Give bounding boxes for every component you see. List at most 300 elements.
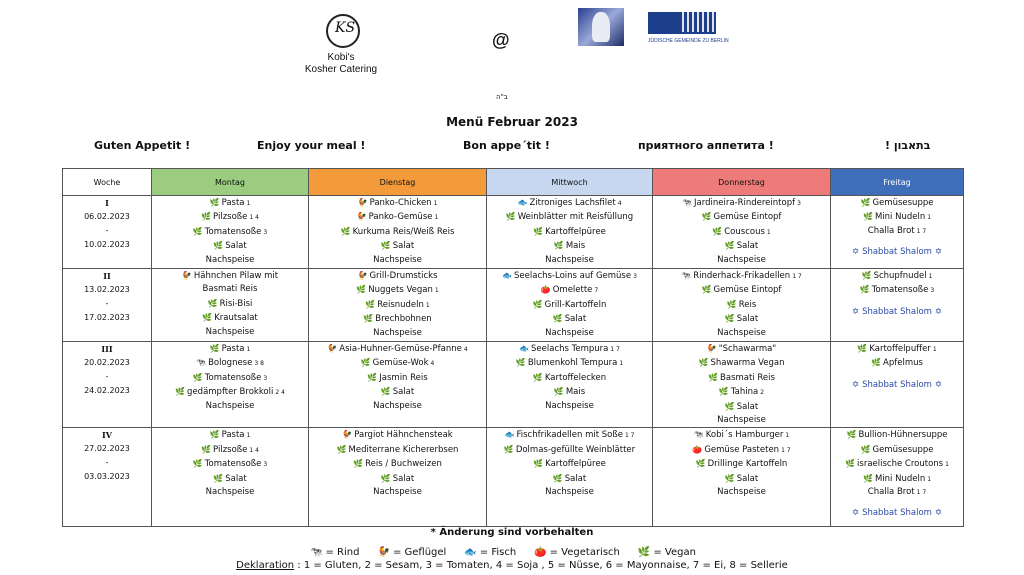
leaf-icon: 🌿	[708, 372, 719, 382]
leaf-icon: 🌿	[724, 401, 735, 411]
menu-item	[152, 472, 308, 486]
menu-item	[487, 283, 652, 297]
cow-icon: 🐄	[682, 198, 693, 207]
day-header-thursday: Donnerstag	[653, 169, 831, 196]
leaf-icon: 🌿	[860, 198, 871, 207]
leaf-icon: 🌿	[209, 344, 220, 353]
menu-item	[309, 385, 486, 399]
leaf-icon: 🌿	[356, 285, 367, 295]
allergen-codes: 1 7	[624, 432, 635, 440]
week-cell	[63, 196, 152, 269]
at-sign: @	[492, 30, 510, 50]
allergen-codes: 1	[433, 200, 438, 207]
shabbat-greeting: Shabbat Shalom	[862, 306, 932, 317]
menu-item	[152, 342, 308, 356]
dish-name: Tomatensoße	[204, 372, 262, 383]
allergen-codes: 1	[425, 301, 430, 309]
leaf-icon: 🌿	[724, 314, 735, 324]
shabbat-greeting: Shabbat Shalom	[862, 379, 932, 390]
menu-item	[152, 239, 308, 253]
menu-item	[653, 254, 830, 267]
menu-item	[653, 269, 830, 283]
dish-name: Nachspeise	[717, 415, 766, 426]
allergen-codes: 7	[594, 287, 599, 295]
declaration	[0, 560, 1024, 571]
dish-name: Nachspeise	[717, 327, 766, 338]
dish-name: Zitroniges Lachsfilet	[529, 198, 616, 208]
week-start-date: 06.02.2023	[84, 212, 130, 221]
allergen-codes: 3 8	[254, 360, 264, 368]
menu-item	[487, 443, 652, 457]
leaf-icon: 🌿	[553, 387, 564, 397]
allergen-codes: 3	[263, 228, 268, 236]
dish-name: Kurkuma Reis/Weiß Reis	[352, 226, 455, 237]
dish-name: Reis	[738, 299, 757, 310]
leaf-icon: 🌿	[363, 314, 374, 324]
leaf-icon: 🌿	[726, 299, 737, 309]
menu-item	[653, 486, 830, 499]
menu-item	[309, 210, 486, 224]
dish-name: Salat	[392, 387, 415, 398]
menu-cell-wednesday	[487, 342, 653, 428]
chicken-icon: 🐓	[181, 271, 192, 280]
dish-name: Grill-Drumsticks	[369, 271, 438, 281]
menu-item	[152, 254, 308, 267]
dish-name: Pasta	[221, 344, 245, 354]
leaf-icon: 🌿	[213, 241, 224, 251]
menorah-logo	[648, 12, 716, 34]
week-start-date: 20.02.2023	[84, 358, 130, 367]
dish-name: Nachspeise	[373, 254, 422, 265]
week-cell	[63, 428, 152, 527]
menu-item	[831, 225, 963, 238]
allergen-codes: 1	[619, 360, 624, 368]
leaf-icon: 🌿	[336, 444, 347, 454]
menu-item	[653, 196, 830, 210]
menu-cell-monday	[152, 269, 309, 342]
menu-item	[487, 400, 652, 413]
dish-name: Mais	[565, 387, 586, 398]
allergen-codes: 1	[246, 200, 251, 207]
allergen-codes: 4	[617, 200, 622, 207]
dish-name: Gemüse Eintopf	[713, 285, 782, 296]
leaf-icon: 🌿	[360, 358, 371, 368]
week-start-date: 13.02.2023	[84, 285, 130, 294]
dish-name: Kartoffelpüree	[545, 459, 606, 470]
menu-item	[152, 400, 308, 413]
menu-item	[487, 342, 652, 356]
dish-name: Basmati Reis	[202, 284, 258, 295]
menu-cell-monday	[152, 196, 309, 269]
week-date-dash: -	[105, 299, 109, 308]
menu-item	[487, 269, 652, 283]
icon-legend	[0, 547, 1024, 558]
dish-name: Salat	[392, 473, 415, 484]
menu-item	[309, 428, 486, 442]
dish-name: Seelachs Tempura	[531, 344, 609, 354]
allergen-codes: 3	[263, 461, 268, 469]
menu-item	[309, 342, 486, 356]
leaf-icon: 🌿	[871, 358, 882, 368]
dish-name: Gemüse-Wok	[372, 358, 429, 369]
leaf-icon: 🌿	[860, 444, 871, 454]
menu-item	[653, 298, 830, 312]
week-row	[63, 196, 964, 269]
leaf-icon: 🌿	[724, 473, 735, 483]
dish-name: Kartoffelecken	[544, 372, 607, 383]
menu-item	[309, 356, 486, 370]
star-of-david-icon: ✡	[934, 247, 943, 258]
menu-item	[487, 298, 652, 312]
week-end-date: 10.02.2023	[84, 240, 130, 249]
dish-name: Reis / Buchweizen	[365, 459, 442, 470]
dish-name: Salat	[736, 473, 759, 484]
greeting-de: Guten Appetit !	[94, 139, 191, 152]
leaf-icon: 🌿	[505, 212, 516, 222]
dish-name: Omelette	[552, 285, 593, 296]
allergen-codes: 1	[246, 346, 251, 353]
menu-item	[831, 210, 963, 224]
star-of-david-icon: ✡	[934, 379, 943, 390]
menu-item	[653, 371, 830, 385]
menu-item	[152, 269, 308, 283]
dish-name: Blumenkohl Tempura	[527, 358, 618, 369]
star-of-david-icon: ✡	[851, 306, 860, 317]
dish-name: Bullion-Hühnersuppe	[858, 430, 948, 441]
dish-name: Pilzsoße	[213, 444, 248, 455]
dish-name: Kartoffelpuffer	[869, 344, 931, 354]
menu-item	[309, 254, 486, 267]
portrait-logo	[578, 8, 624, 46]
cow-icon: 🐄	[310, 547, 323, 558]
menu-item	[152, 443, 308, 457]
menu-item	[653, 414, 830, 427]
menu-item	[653, 356, 830, 370]
dish-name: Fischfrikadellen mit Soße	[516, 430, 623, 441]
menu-item	[831, 356, 963, 370]
menu-item	[653, 283, 830, 297]
leaf-icon: 🌿	[861, 271, 872, 280]
cow-icon: 🐄	[693, 430, 704, 440]
cow-icon: 🐄	[196, 358, 207, 368]
allergen-codes: 1	[434, 214, 439, 222]
allergen-codes: 1 7	[610, 346, 620, 353]
week-row	[63, 428, 964, 527]
fish-icon: 🐟	[502, 271, 513, 280]
menu-item	[831, 283, 963, 297]
week-cell	[63, 342, 152, 428]
menu-item	[152, 428, 308, 442]
legend-label: = Fisch	[479, 547, 517, 558]
leaf-icon: 🌿	[365, 299, 376, 309]
menu-item	[653, 457, 830, 471]
dish-name: Hähnchen Pilaw mit	[193, 271, 279, 281]
dish-name: Nachspeise	[717, 487, 766, 498]
menu-cell-tuesday	[309, 428, 487, 527]
dish-name: Salat	[736, 241, 759, 252]
menu-item	[152, 457, 308, 471]
star-of-david-icon: ✡	[851, 247, 860, 258]
menu-item	[487, 225, 652, 239]
menu-item	[309, 283, 486, 297]
dish-name: Salat	[225, 473, 247, 484]
menu-item	[653, 239, 830, 253]
dish-name: Panko-Chicken	[369, 198, 432, 208]
dish-name: Shawarma Vegan	[710, 358, 785, 369]
chicken-icon: 🐓	[357, 198, 368, 207]
allergen-codes: 1 7	[792, 273, 802, 280]
allergen-codes: 3	[633, 273, 637, 280]
dish-name: Seelachs-Loins auf Gemüse	[514, 271, 632, 281]
allergen-codes: 1 7	[916, 489, 927, 497]
dish-name: Risi-Bisi	[219, 298, 253, 309]
chicken-icon: 🐓	[706, 344, 717, 353]
dish-name: Challa Brot	[867, 225, 915, 236]
menu-item	[309, 472, 486, 486]
declaration-text: : 1 = Gluten, 2 = Sesam, 3 = Tomaten, 4 = Soja , 5 = Nüsse, 6 = Mayonnaise, 7 = Ei, 8 = Sellerie	[294, 560, 788, 571]
leaf-icon: 🌿	[845, 459, 856, 469]
dish-name: Panko-Gemüse	[368, 212, 433, 223]
leaf-icon: 🌿	[380, 473, 391, 483]
leaf-icon: 🌿	[353, 459, 364, 469]
dish-name: Tomatensoße	[871, 285, 929, 296]
week-number: I	[105, 198, 109, 208]
menu-item	[309, 371, 486, 385]
shabbat-greeting: Shabbat Shalom	[862, 508, 932, 519]
leaf-icon: 🌿	[201, 212, 212, 222]
leaf-icon: 🌿	[503, 444, 514, 454]
menu-item	[309, 312, 486, 326]
dish-name: Bolognese	[208, 358, 253, 369]
leaf-icon: 🌿	[192, 372, 203, 382]
menu-item	[152, 283, 308, 296]
leaf-icon: 🌿	[192, 226, 203, 236]
chicken-icon: 🐓	[356, 212, 367, 222]
dish-name: Salat	[736, 401, 759, 412]
fish-icon: 🐟	[519, 344, 530, 353]
menu-item	[309, 225, 486, 239]
leaf-icon: 🌿	[857, 344, 868, 353]
dish-name: Kobi´s Hamburger	[705, 430, 784, 441]
legend-label: = Rind	[325, 547, 360, 558]
dish-name: Nachspeise	[373, 487, 422, 498]
leaf-icon: 🌿	[515, 358, 526, 368]
declaration-label: Deklaration	[236, 560, 295, 571]
dish-name: Nachspeise	[717, 254, 766, 265]
menu-item	[487, 196, 652, 210]
dish-name: Challa Brot	[867, 487, 915, 498]
chicken-icon: 🐓	[327, 344, 338, 353]
shabbat-greeting: Shabbat Shalom	[862, 247, 932, 258]
menu-item	[653, 342, 830, 356]
menu-item	[831, 306, 963, 319]
leaf-icon: 🌿	[533, 226, 544, 236]
dish-name: Apfelmus	[883, 358, 923, 369]
menu-item	[309, 443, 486, 457]
week-end-date: 24.02.2023	[84, 386, 130, 395]
menu-item	[653, 225, 830, 239]
dish-name: Mini Nudeln	[874, 473, 926, 484]
allergen-codes: 4	[430, 360, 435, 368]
dish-name: Mais	[565, 241, 586, 252]
menu-item	[831, 472, 963, 486]
brand-line-1: Kobi's	[327, 52, 355, 63]
menu-item	[152, 371, 308, 385]
dish-name: Weinblätter mit Reisfüllung	[517, 212, 634, 223]
week-end-date: 03.03.2023	[84, 472, 130, 482]
menu-cell-wednesday	[487, 428, 653, 527]
allergen-codes: 3	[263, 374, 268, 382]
leaf-icon: 🌿	[367, 372, 378, 382]
menu-item	[152, 356, 308, 370]
leaf-icon: 🌿	[202, 313, 213, 323]
fish-icon: 🐟	[464, 547, 477, 558]
dish-name: Mini Nudeln	[874, 212, 926, 223]
partner-name: JÜDISCHE GEMEINDE ZU BERLIN	[648, 38, 729, 44]
menu-item	[152, 196, 308, 210]
dish-name: Nachspeise	[545, 254, 594, 265]
allergen-codes: 1	[927, 214, 932, 222]
menu-item	[487, 486, 652, 499]
menu-item	[831, 342, 963, 356]
leaf-icon: 🌿	[192, 459, 203, 469]
dish-name: Drillinge Kartoffeln	[707, 459, 788, 470]
dish-name: Nachspeise	[373, 327, 422, 338]
menu-title: Menü Februar 2023	[446, 115, 578, 129]
menu-item	[487, 385, 652, 399]
menu-cell-monday	[152, 342, 309, 428]
leaf-icon: 🌿	[175, 387, 186, 397]
menu-item	[152, 326, 308, 339]
menu-cell-thursday	[653, 342, 831, 428]
menu-item	[653, 210, 830, 224]
allergen-codes: 1	[945, 461, 949, 469]
week-start-date: 27.02.2023	[84, 444, 130, 454]
leaf-icon: 🌿	[724, 241, 735, 251]
legend-label: = Vegetarisch	[549, 547, 620, 558]
dish-name: Dolmas-gefüllte Weinblätter	[515, 444, 636, 455]
star-of-david-icon: ✡	[851, 508, 860, 519]
menu-cell-wednesday	[487, 269, 653, 342]
allergen-codes: 1	[434, 287, 439, 295]
menu-item	[487, 371, 652, 385]
leaf-icon: 🌿	[340, 226, 351, 236]
menu-cell-friday	[831, 269, 964, 342]
dish-name: Mediterrane Kichererbsen	[348, 444, 459, 455]
brand-line-2: Kosher Catering	[304, 64, 378, 75]
change-note: * Änderung sind vorbehalten	[430, 527, 594, 538]
dish-name: Nachspeise	[545, 400, 594, 411]
star-of-david-icon: ✡	[934, 306, 943, 317]
dish-name: Reisnudeln	[377, 299, 424, 310]
leaf-icon: 🌿	[862, 473, 873, 483]
menu-cell-friday	[831, 196, 964, 269]
allergen-codes: 1 4	[249, 214, 259, 222]
menu-item	[309, 239, 486, 253]
fish-icon: 🐟	[504, 430, 515, 440]
menu-item	[831, 246, 963, 259]
allergen-codes: 1	[927, 475, 932, 483]
allergen-codes: 1	[766, 228, 771, 236]
week-date-dash: -	[105, 226, 109, 235]
menu-item	[309, 269, 486, 283]
day-header-friday: Freitag	[831, 169, 964, 196]
dish-name: Pasta	[221, 198, 245, 208]
menu-item	[653, 472, 830, 486]
dish-name: Krautsalat	[214, 313, 258, 324]
menu-item	[653, 312, 830, 326]
menu-item	[309, 486, 486, 499]
leaf-icon: 🌿	[553, 241, 564, 251]
leaf-icon: 🌿	[532, 299, 543, 309]
dish-name: Kartoffelpüree	[545, 226, 606, 237]
dish-name: Rinderhack-Frikadellen	[693, 271, 791, 281]
leaf-icon: 🌿	[209, 430, 220, 440]
cow-icon: 🐄	[681, 271, 692, 280]
leaf-icon: 🌿	[207, 298, 218, 308]
tomato-icon: 🍅	[534, 547, 547, 558]
allergen-codes: 4	[463, 346, 468, 353]
greeting-he: בתאבון !	[885, 139, 931, 152]
menu-item	[309, 298, 486, 312]
leaf-icon: 🌿	[552, 473, 563, 483]
leaf-icon: 🌿	[695, 459, 706, 469]
menu-item	[831, 507, 963, 520]
dish-name: Jasmin Reis	[379, 372, 428, 383]
leaf-icon: 🌿	[533, 459, 544, 469]
menu-item	[487, 239, 652, 253]
dish-name: Pasta	[221, 430, 245, 441]
dish-name: "Schawarma"	[718, 344, 777, 354]
star-of-david-icon: ✡	[851, 379, 860, 390]
star-of-david-icon: ✡	[934, 508, 943, 519]
dish-name: Gemüsesuppe	[872, 444, 934, 455]
menu-item	[152, 297, 308, 311]
chicken-icon: 🐓	[357, 271, 368, 280]
menu-item	[487, 428, 652, 442]
leaf-icon: 🌿	[201, 444, 212, 454]
dish-name: Tomatensoße	[204, 459, 262, 470]
leaf-icon: 🌿	[846, 430, 857, 440]
menu-cell-friday	[831, 342, 964, 428]
menu-item	[152, 210, 308, 224]
kobi-logo: KS	[326, 14, 360, 48]
week-date-dash: -	[105, 372, 109, 381]
week-date-dash: -	[105, 458, 109, 468]
legend-label: = Geflügel	[392, 547, 447, 558]
allergen-codes: 3	[930, 287, 935, 295]
leaf-icon: 🌿	[552, 314, 563, 324]
menu-item	[309, 327, 486, 340]
menu-item	[831, 486, 963, 499]
menu-cell-tuesday	[309, 269, 487, 342]
tomato-icon: 🍅	[692, 444, 703, 454]
menu-item	[487, 327, 652, 340]
dish-name: Gemüsesuppe	[872, 198, 934, 208]
legend-label: = Vegan	[653, 547, 696, 558]
menu-item	[653, 400, 830, 414]
menu-item	[487, 210, 652, 224]
leaf-icon: 🌿	[532, 372, 543, 382]
menu-table	[62, 168, 964, 527]
allergen-codes: 1	[246, 432, 251, 440]
week-number: IV	[102, 430, 112, 441]
dish-name: Pilzsoße	[213, 212, 248, 223]
leaf-icon: 🌿	[862, 212, 873, 222]
menu-cell-tuesday	[309, 196, 487, 269]
dish-name: Gemüse Pasteten	[704, 444, 780, 455]
dish-name: Nachspeise	[205, 487, 255, 498]
